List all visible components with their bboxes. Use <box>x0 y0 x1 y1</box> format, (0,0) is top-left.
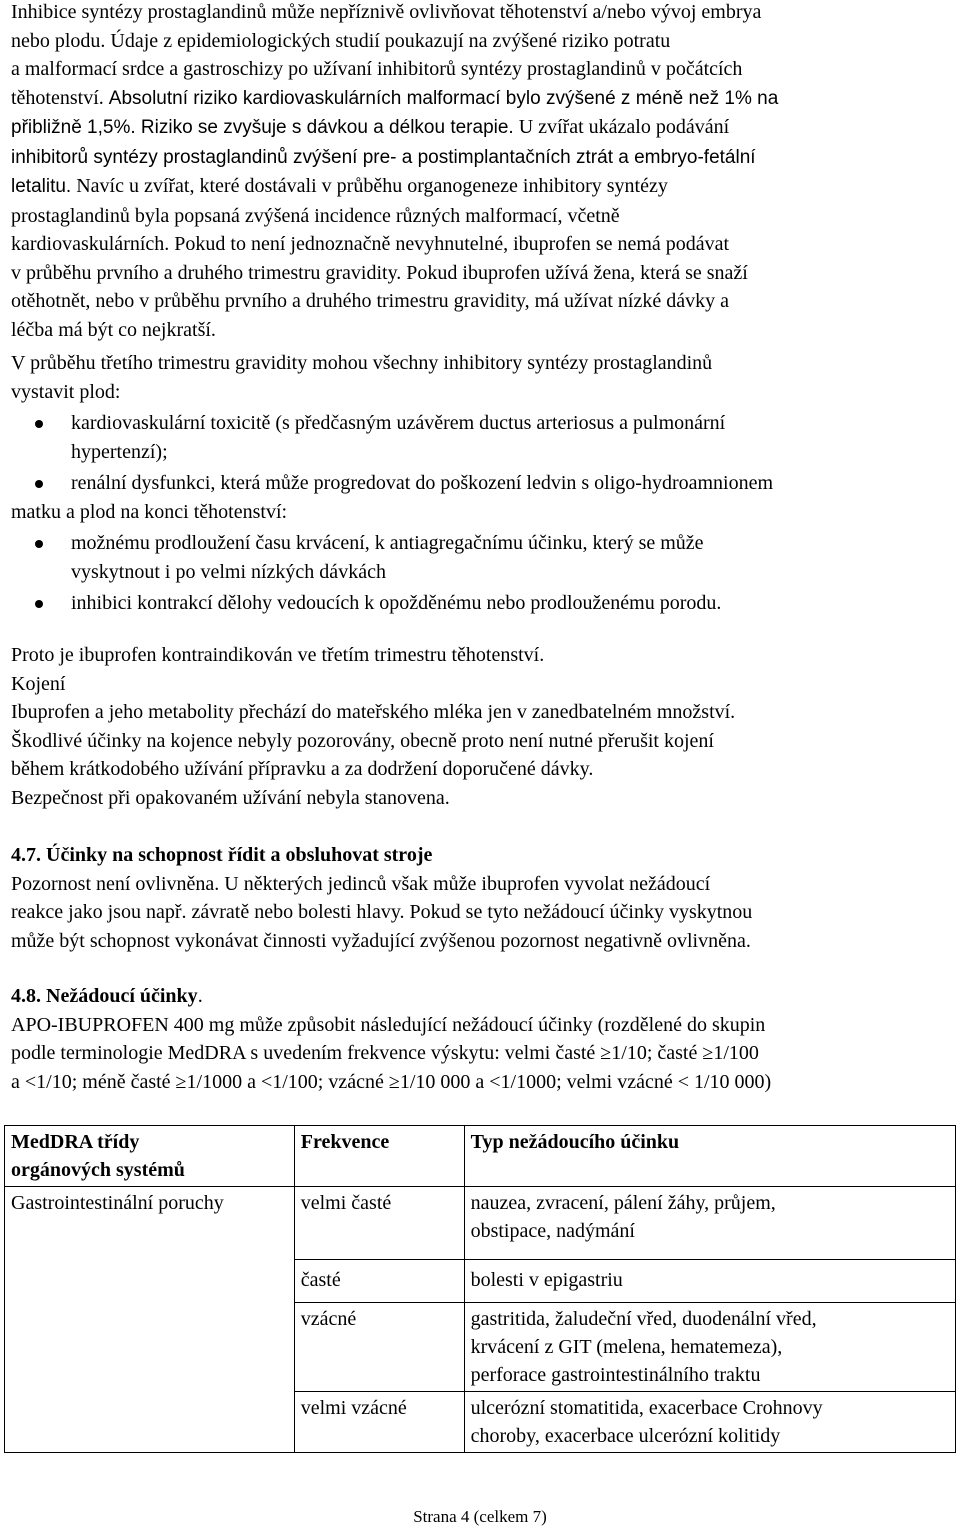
text-span: kardiovaskulárních. Pokud to není jednoznačně nevyhnutelné, ibuprofen se nemá podávat <box>11 233 730 255</box>
cell-text: krvácení z GIT (melena, hematemeza), <box>470 1336 783 1358</box>
column-header-type: Typ nežádoucího účinku <box>464 1126 955 1187</box>
section-4-7 <box>11 841 955 955</box>
text-line: Pozornost není ovlivněna. U některých jedinců však může ibuprofen vyvolat nežádoucí <box>11 872 711 895</box>
text-line <box>11 113 955 143</box>
text-line <box>11 0 955 27</box>
frequency-cell: velmi časté <box>294 1187 464 1260</box>
fetus-risk-list <box>11 409 955 498</box>
pregnancy-paragraph <box>11 0 955 344</box>
text-span: Navíc u zvířat, které dostávali v průběhu organogeneze inhibitory syntézy <box>76 175 668 197</box>
cell-text: gastritida, žaludeční vřed, duodenální vřed, <box>470 1308 817 1330</box>
list-item <box>11 469 955 498</box>
text-span: Inhibice syntézy prostaglandinů může nepříznivě ovlivňovat těhotenství a/nebo vývoj embrya <box>11 1 762 23</box>
text-line: Ibuprofen a jeho metabolity přechází do mateřského mléka jen v zanedbatelném množství. <box>11 701 736 723</box>
text-span: prostaglandinů byla popsaná zvýšená incidence různých malformací, včetně <box>11 204 620 227</box>
bullet-icon <box>35 420 43 428</box>
text-span: a malformací srdce a gastroschizy po užívaní inhibitorů syntézy prostaglandinů v počátcích <box>11 58 743 80</box>
text-span: nebo plodu. Údaje z epidemiologických studií poukazují na zvýšené riziko potratu <box>11 29 671 52</box>
cell-text: perforace gastrointestinálního traktu <box>470 1364 761 1386</box>
text-line <box>11 202 955 231</box>
lactation-block <box>11 641 955 812</box>
text-line <box>11 27 955 56</box>
text-line: vystavit plod: <box>11 380 121 403</box>
column-header-organ <box>5 1126 295 1187</box>
type-cell: bolesti v epigastriu <box>464 1260 955 1303</box>
text-span: těhotenství. <box>11 86 104 109</box>
section-heading <box>11 982 955 1011</box>
list-item-text: vyskytnout i po velmi nízkých dávkách <box>71 560 386 583</box>
text-line <box>11 55 955 84</box>
list-item <box>11 409 955 466</box>
bullet-icon <box>35 600 43 608</box>
text-line: během krátkodobého užívání přípravku a za dodržení doporučené dávky. <box>11 758 594 780</box>
type-cell <box>464 1187 955 1260</box>
mother-risk-list <box>11 529 955 618</box>
list-item-text: možnému prodloužení času krvácení, k antiagregačnímu účinku, který se může <box>71 532 704 554</box>
section-heading: 4.7. Účinky na schopnost řídit a obsluhovat stroje <box>11 844 433 866</box>
text-line <box>11 172 955 202</box>
text-line: Proto je ibuprofen kontraindikován ve třetím trimestru těhotenství. <box>11 644 545 666</box>
list-item-text: renální dysfunkci, která může progredovat do poškození ledvin s oligo-hydroamnionem <box>71 472 774 494</box>
section-4-8 <box>11 982 955 1096</box>
heading-text: 4.8. Nežádoucí účinky <box>11 985 198 1007</box>
text-line <box>11 230 955 259</box>
list-item-text: hypertenzí); <box>71 440 168 463</box>
list-item-text: kardiovaskulární toxicitě (s předčasným uzávěrem ductus arteriosus a pulmonární <box>71 412 726 434</box>
type-cell <box>464 1392 955 1453</box>
text-line: matku a plod na konci těhotenství: <box>11 500 288 523</box>
frequency-cell: vzácné <box>294 1303 464 1392</box>
text-line: podle terminologie MedDRA s uvedením frekvence výskytu: velmi časté ≥1/10; časté ≥1/100 <box>11 1042 759 1064</box>
text-line: může být schopnost vykonávat činnosti vyžadující zvýšenou pozornost negativně ovlivněna. <box>11 929 751 952</box>
page-footer: Strana 4 (celkem 7) <box>413 1507 547 1526</box>
text-line <box>11 287 955 316</box>
text-line: V průběhu třetího trimestru gravidity mohou všechny inhibitory syntézy prostaglandinů <box>11 352 713 374</box>
list-item <box>11 529 955 586</box>
text-span: přibližně 1,5%. Riziko se zvyšuje s dávkou a délkou terapie. <box>11 117 514 138</box>
header-text: orgánových systémů <box>11 1159 185 1181</box>
frequency-cell: velmi vzácné <box>294 1392 464 1453</box>
subheading: Kojení <box>11 672 66 695</box>
organ-cell: Gastrointestinální poruchy <box>5 1187 295 1453</box>
text-line <box>11 143 955 173</box>
text-line: Škodlivé účinky na kojence nebyly pozorovány, obecně proto není nutné přerušit kojení <box>11 729 714 752</box>
text-line <box>11 259 955 288</box>
cell-text: nauzea, zvracení, pálení žáhy, průjem, <box>470 1192 776 1214</box>
heading-dot: . <box>197 985 203 1007</box>
bullet-icon <box>35 540 43 548</box>
text-span: letalitu. <box>11 176 72 197</box>
type-cell <box>464 1303 955 1392</box>
bullet-icon <box>35 480 43 488</box>
column-header-frequency: Frekvence <box>294 1126 464 1187</box>
text-line: Bezpečnost při opakovaném užívání nebyla stanovena. <box>11 786 450 809</box>
text-span: inhibitorů syntézy prostaglandinů zvýšení pre- a postimplantačních ztrát a embryo-fetální <box>11 146 756 168</box>
text-span: U zvířat ukázalo podávání <box>518 116 730 138</box>
list-item <box>11 589 955 618</box>
cell-text: ulcerózní stomatitida, exacerbace Crohnovy <box>470 1397 823 1419</box>
table-row <box>5 1187 956 1260</box>
frequency-cell: časté <box>294 1260 464 1303</box>
table-header-row <box>5 1126 956 1187</box>
list-item-text: inhibici kontrakcí dělohy vedoucích k opožděnému nebo prodlouženému porodu. <box>71 592 722 614</box>
third-trimester-block <box>11 349 955 618</box>
cell-text: obstipace, nadýmání <box>470 1220 635 1242</box>
text-line: reakce jako jsou např. závratě nebo bolesti hlavy. Pokud se tyto nežádoucí účinky vyskytnou <box>11 901 753 923</box>
cell-text: choroby, exacerbace ulcerózní kolitidy <box>470 1425 781 1447</box>
text-span: v průběhu prvního a druhého trimestru gravidity. Pokud ibuprofen užívá žena, která se snaží <box>11 261 748 284</box>
text-span: léčba má být co nejkratší. <box>11 318 216 341</box>
header-text: MedDRA třídy <box>11 1131 140 1153</box>
adverse-effects-table <box>4 1125 956 1453</box>
text-line: a <1/10; méně časté ≥1/1000 a <1/100; vzácné ≥1/10 000 a <1/1000; velmi vzácné < 1/10 000) <box>11 1070 772 1093</box>
text-line: APO-IBUPROFEN 400 mg může způsobit následující nežádoucí účinky (rozdělené do skupin <box>11 1013 766 1036</box>
text-line <box>11 316 955 345</box>
text-span: Absolutní riziko kardiovaskulárních malformací bylo zvýšené z méně než 1% na <box>108 87 779 109</box>
text-line <box>11 84 955 114</box>
text-span: otěhotnět, nebo v průběhu prvního a druhého trimestru gravidity, má užívat nízké dávky a <box>11 290 729 312</box>
